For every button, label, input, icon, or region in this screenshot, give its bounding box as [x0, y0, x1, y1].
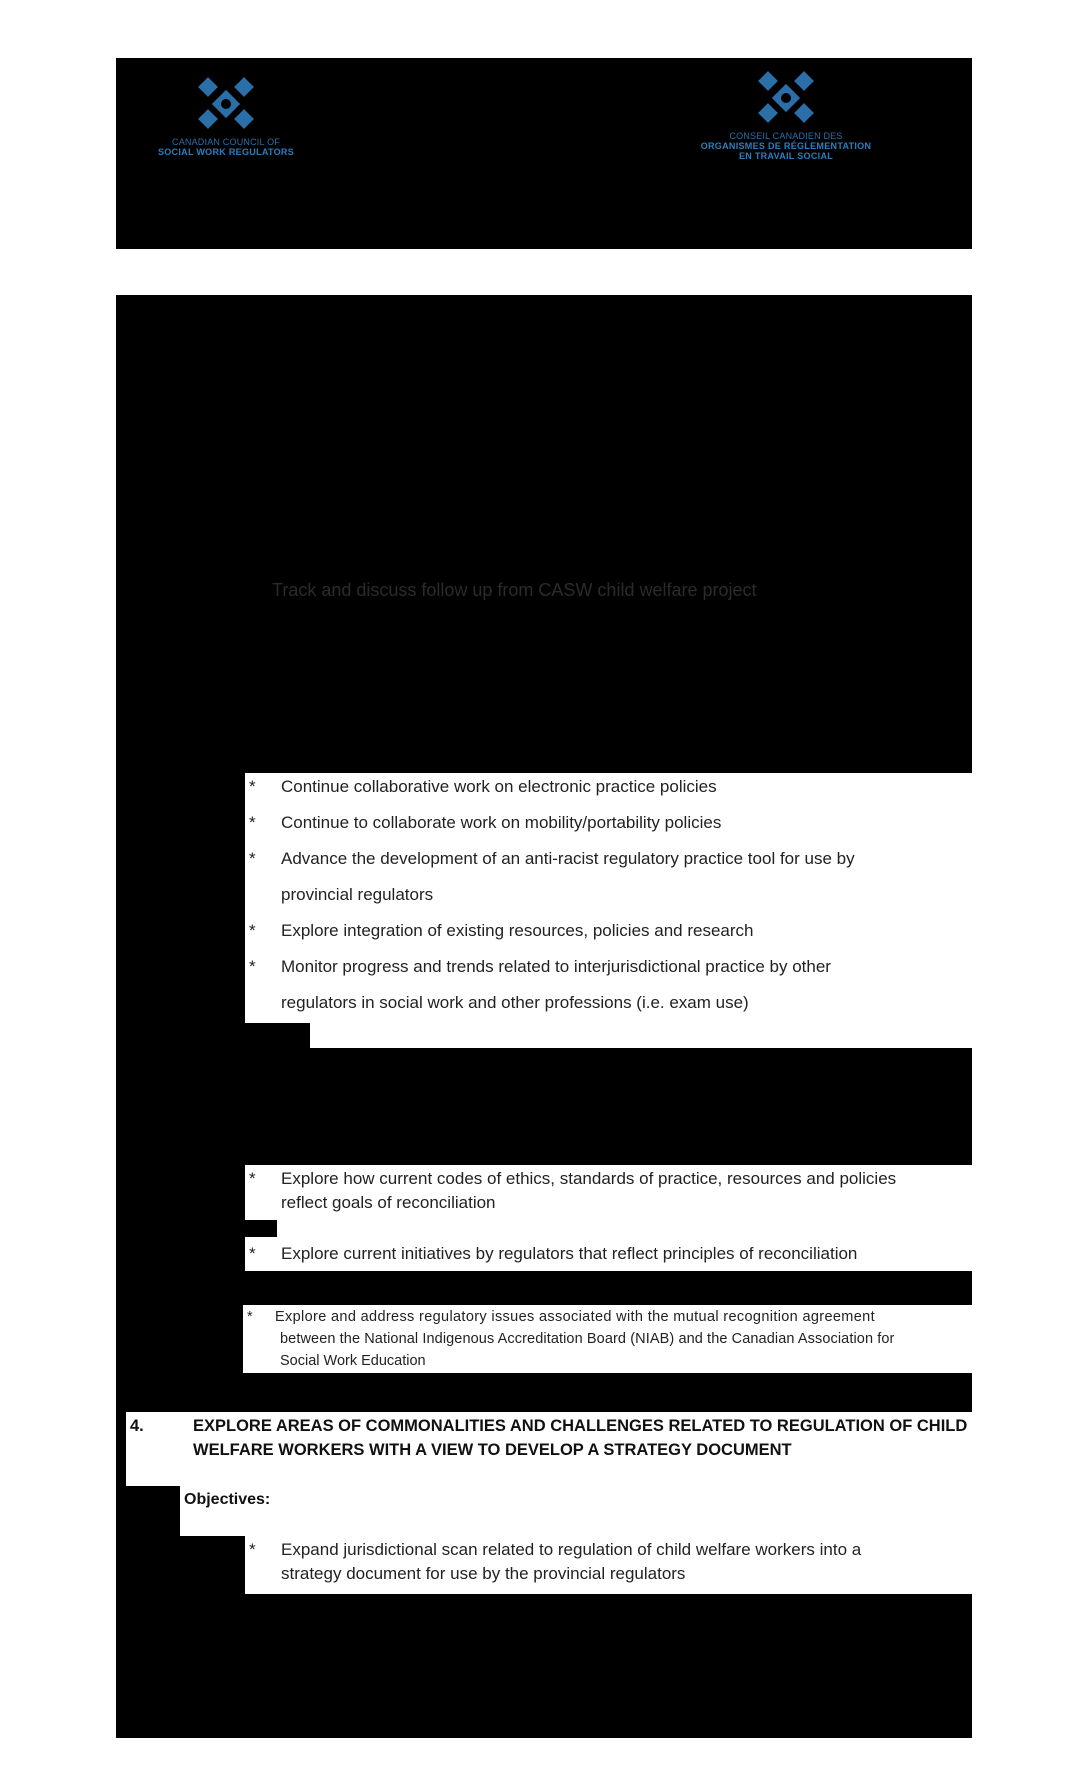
list-item-text: Explore how current codes of ethics, standards of practice, resources and policies	[281, 1169, 897, 1188]
objectives-label: Objectives:	[184, 1491, 271, 1508]
list-item-text: Continue collaborative work on electronic practice policies	[281, 777, 717, 796]
bullet-marker: *	[249, 921, 256, 940]
list-item-text: strategy document for use by the provincial regulators	[281, 1564, 686, 1583]
section-b-panel	[245, 1165, 972, 1271]
bullet-marker: *	[249, 813, 256, 832]
list-item-text: Expand jurisdictional scan related to regulation of child welfare workers into a	[281, 1540, 862, 1559]
list-item-text: Monitor progress and trends related to interjurisdictional practice by other	[281, 957, 831, 976]
ccswr-logo	[126, 76, 326, 157]
ccswr-emblem-icon	[195, 76, 257, 132]
ccors-logo-line1: CONSEIL CANADIEN DES	[729, 131, 843, 141]
list-item-text: Social Work Education	[280, 1353, 426, 1369]
ccswr-logo-line2: SOCIAL WORK REGULATORS	[157, 147, 295, 157]
list-item-text: provincial regulators	[281, 885, 434, 904]
section-4-bullet-panel	[245, 1536, 972, 1594]
list-item-text: Explore integration of existing resources, policies and research	[281, 921, 754, 940]
section-c-panel	[243, 1305, 972, 1373]
list-item-text: Continue to collaborate work on mobility/portability policies	[281, 813, 722, 832]
ccors-emblem-icon	[755, 70, 817, 126]
section-4-number: 4.	[130, 1417, 144, 1435]
bullet-marker: *	[249, 1540, 256, 1559]
list-item-text: Explore current initiatives by regulators that reflect principles of reconciliation	[281, 1244, 858, 1263]
list-item-text: regulators in social work and other professions (i.e. exam use)	[281, 993, 749, 1012]
redaction-notch	[245, 1023, 310, 1048]
section-a-panel	[245, 773, 972, 1023]
list-item-text: Advance the development of an anti-racist regulatory practice tool for use by	[281, 849, 855, 868]
bullet-marker: *	[249, 1244, 256, 1263]
list-item-text: reflect goals of reconciliation	[281, 1193, 496, 1212]
bullet-marker: *	[249, 957, 256, 976]
section-4-title-line1: EXPLORE AREAS OF COMMONALITIES AND CHALLENGES RELATED TO REGULATION OF CHILD	[193, 1417, 968, 1435]
redacted-text-line: Track and discuss follow up from CASW child welfare project	[272, 580, 757, 600]
bullet-marker: *	[249, 777, 256, 796]
bullet-marker: *	[249, 1169, 256, 1188]
redaction-notch	[245, 1220, 277, 1237]
list-item-text: Explore and address regulatory issues associated with the mutual recognition agreement	[275, 1309, 875, 1325]
ccors-logo-line3: EN TRAVAIL SOCIAL	[738, 151, 834, 161]
objectives-panel	[180, 1486, 972, 1536]
bullet-marker: *	[249, 849, 256, 868]
ccors-logo-line2: ORGANISMES DE RÉGLEMENTATION	[700, 141, 872, 151]
section-4-title-line2: WELFARE WORKERS WITH A VIEW TO DEVELOP A STRATEGY DOCUMENT	[193, 1441, 792, 1459]
section-a-panel-tail	[310, 1023, 972, 1048]
ccswr-logo-line1: CANADIAN COUNCIL OF	[172, 137, 280, 147]
bullet-marker: *	[247, 1309, 253, 1325]
list-item-text: between the National Indigenous Accreditation Board (NIAB) and the Canadian Association for	[280, 1331, 895, 1347]
ccors-logo	[686, 70, 886, 161]
